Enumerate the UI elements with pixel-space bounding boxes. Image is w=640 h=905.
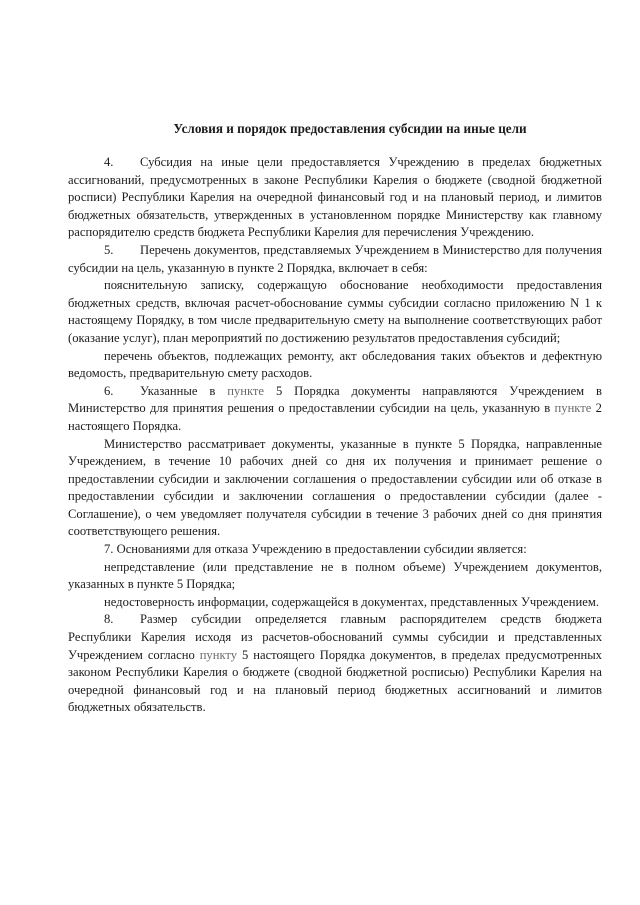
paragraph-5 (68, 242, 602, 277)
paragraph-5-item-1 (68, 277, 602, 347)
paragraph-link-text: пункте (554, 401, 592, 416)
paragraph-number: 6. (104, 383, 114, 398)
paragraph-7-item-1 (68, 559, 602, 594)
paragraph-text-part: 2 настоящего Порядка. (68, 401, 602, 433)
paragraph-6-continuation (68, 436, 602, 542)
paragraph-number: 5. (104, 242, 114, 257)
document-page (68, 120, 602, 717)
paragraph-text: Субсидия на иные цели предоставляется Учреждению в пределах бюджетных ассигнований, предусмотренных в законе Республики Карелия о бюджете (сводной бюджетной росписи) Республики Карелия на очередной финансовый год и на плановый период, и лимитов бюджетных обязательств, утвержденных в установленном порядке Министерству как главному распорядителю средств бюджета Республики Карелия для перечисления Учреждению. (68, 155, 602, 240)
paragraph-number: 4. (104, 155, 114, 169)
paragraph-text-part: Указанные в (140, 383, 228, 398)
paragraph-text-part: 5 настоящего Порядка документов, в пределах предусмотренных законом Республики Карелия о бюджете (сводной бюджетной росписью) Республики Карелия на очередной финансовый год и на плановый период бюджетных ассигнований и лимитов бюджетных обязательств. (68, 647, 602, 715)
paragraph-5-item-2 (68, 348, 602, 383)
paragraph-text-part: Размер субсидии определяется главным распорядителем средств бюджета Республики Карелия исходя из расчетов-обоснований суммы субсидии и представленных Учреждением согласно (68, 612, 602, 662)
paragraph-text: пояснительную записку, содержащую обоснование необходимости предоставления бюджетных средств, включая расчет-обоснование суммы субсидии согласно приложению N 1 к настоящему Порядку, в том числе предварительную смету на выполнение соответствующих работ (оказание услуг), план мероприятий по достижению результатов предоставления субсидий; (68, 278, 602, 345)
paragraph-text: Министерство рассматривает документы, указанные в пункте 5 Порядка, направленные Учреждением, в течение 10 рабочих дней со дня их получения и принимает решение о предоставлении субсидии и заключении соглашения о предоставлении субсидии или об отказе в предоставлении субсидии и заключении соглашения о предоставлении субсидии (далее - Соглашение), о чем уведомляет получателя субсидии в течение 3 рабочих дней со дня принятия соответствующего решения. (68, 436, 602, 539)
paragraph-text: недостоверность информации, содержащейся в документах, представленных Учреждением. (104, 594, 599, 609)
paragraph-text-part: 5 Порядка документы направляются Учреждением в Министерство для принятия решения о предоставлении субсидии на цель, указанную в (68, 383, 602, 416)
paragraph-text: Перечень документов, представляемых Учреждением в Министерство для получения субсидии на цель, указанную в пункте 2 Порядка, включает в себя: (68, 242, 602, 275)
paragraph-8 (68, 611, 602, 717)
paragraph-6 (68, 383, 602, 436)
paragraph-text: перечень объектов, подлежащих ремонту, акт обследования таких объектов и дефектную ведомость, предварительную смету расходов. (68, 348, 602, 381)
paragraph-7-item-2 (68, 594, 602, 612)
section-title: Условия и порядок предоставления субсидии на иные цели (173, 121, 527, 136)
paragraph-link-text: пункте (227, 383, 265, 398)
paragraph-link-text: пункту (199, 647, 238, 662)
paragraph-number: 8. (104, 612, 114, 627)
paragraph-4 (68, 154, 602, 242)
paragraph-text: непредставление (или представление не в полном объеме) Учреждением документов, указанных в пункте 5 Порядка; (68, 559, 602, 592)
paragraph-7 (68, 541, 602, 559)
paragraph-text: 7. Основаниями для отказа Учреждению в предоставлении субсидии является: (104, 542, 527, 557)
